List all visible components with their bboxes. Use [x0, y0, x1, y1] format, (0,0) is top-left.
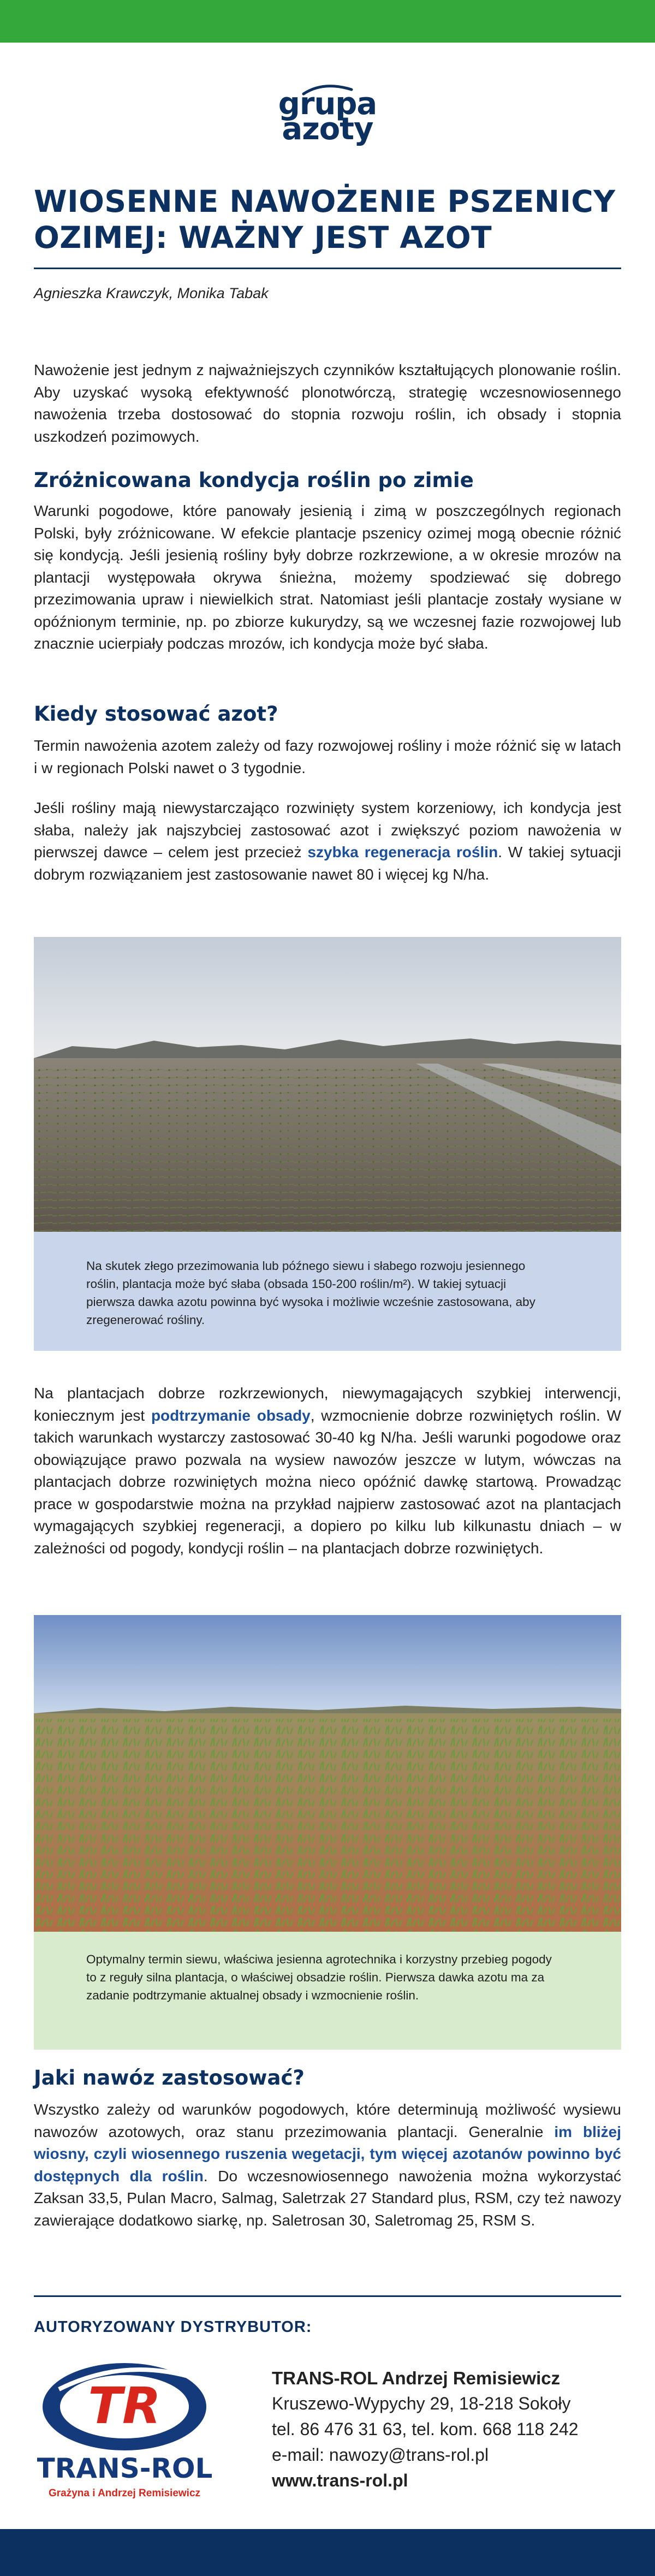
highlight-regeneration: szybka regeneracja roślin	[307, 844, 498, 860]
logo-subname: Grażyna i Andrzej Remisiewicz	[48, 2488, 201, 2499]
company-email[interactable]: e-mail: nawozy@trans-rol.pl	[272, 2445, 489, 2465]
grupa-azoty-logo	[262, 81, 393, 147]
top-green-bar	[0, 0, 655, 43]
bottom-navy-bar	[0, 2529, 655, 2576]
intro-paragraph: Nawożenie jest jednym z najważniejszych czynników kształtujących plonowanie roślin. Aby uzyskać wysoką efektywność plonotwórczą, strategię wczesnowiosennego nawożenia trzeba dostosować do stopnia rozwoju roślin, ich obsady i stopnia uszkodzeń pozimowych.	[34, 361, 621, 445]
field-photo-image	[34, 937, 621, 1232]
logo-swoosh-icon	[301, 84, 354, 96]
section3-paragraph: Wszystko zależy od warunków pogodowych, które determinują możliwość wysiewu nawozów azotowych, oraz stanu przezimowania plantacji. Generalnie im bliżej wiosny, czyli wiosennego ruszenia wegetacji, tym więcej azotanów powinno być dostępnych dla roślin. Do wczesnowiosennego nawożenia można wykorzystać Zaksan 33,5, Pulan Macro, Salmag, Saletrzak 27 Standard plus, RSM, czy też nawozy zawierające dodatkowo siarkę, np. Saletrosan 30, Saletromag 25, RSM S.	[34, 2101, 622, 2229]
title-divider	[34, 268, 621, 269]
section1-paragraph: Warunki pogodowe, które panowały jesienią i zimą w poszczególnych regionach Polski, były zróżnicowane. W efekcie plantacje pszenicy ozimej mogą obecnie różnić się kondycją. Jeśli jesienią rośliny były dobrze rozkrzewione, a w okresie mrozów na plantacji występowała okrywa śnieżna, możemy spodziewać się dobrego przezimowania upraw i niewielkich strat. Natomiast jeśli plantacje zostały wysiane w opóźnionym terminie, np. po zbiorze kukurydzy, są we wczesnej fazie rozwojowej lub znacznie ucierpiały podczas mrozów, ich kondycja może być słaba.	[34, 502, 621, 652]
section2-paragraph-3: Na plantacjach dobrze rozkrzewionych, niewymagających szybkiej interwencji, koniecznym jest podtrzymanie obsady, wzmocnienie dobrze rozwiniętych roślin. W takich warunkach wystarczy zastosować 30-40 kg N/ha. Jeśli warunki pogodowe oraz obowiązujące prawo pozwala na wysiew nawozów jeszcze w lutym, wówczas na plantacjach dobrze rozwiniętych można nieco opóźnić dawkę startową. Prowadząc prace w gospodarstwie można na przykład najpierw zastosować azot na plantacjach wymagających szybkiej regeneracji, a dopiero po kilku lub kilkunastu dniach – w zależności od pogody, kondycji roślin – na plantacjach dobrze rozwiniętych.	[34, 1385, 621, 1557]
logo-line-azoty: azoty	[282, 111, 373, 147]
trans-rol-emblem-icon	[37, 2357, 217, 2503]
photo-weak-plantation	[34, 937, 621, 1232]
logo-name: TRANS-ROL	[37, 2453, 213, 2484]
logo-initials: TR	[88, 2377, 161, 2435]
trans-rol-logo	[37, 2357, 217, 2503]
logo-line-grupa: grupa	[278, 86, 377, 122]
section-heading-when: Kiedy stosować azot?	[34, 702, 278, 726]
highlight-nitrates: im bliżej wiosny, czyli wiosennego ruszenia wegetacji, tym więcej azotanów powinno być dostępnych dla roślin	[34, 2123, 622, 2185]
company-address: Kruszewo-Wypychy 29, 18-218 Sokoły	[272, 2394, 571, 2413]
company-phones: tel. 86 476 31 63, tel. kom. 668 118 242	[272, 2419, 579, 2439]
section2-paragraph-2: Jeśli rośliny mają niewystarczająco rozwinięty system korzeniowy, ich kondycja jest słaba, należy jak najszybciej zastosować azot i zwiększyć poziom nawożenia w pierwszej dawce – celem jest przecież szybka regeneracja roślin. W takiej sytuacji dobrym rozwiązaniem jest zastosowanie nawet 80 i więcej kg N/ha.	[34, 799, 621, 883]
field-photo-image-2	[34, 1615, 621, 1932]
company-name: TRANS-ROL Andrzej Remisiewicz	[272, 2368, 561, 2388]
article-title	[34, 183, 623, 256]
distributor-contact	[272, 2365, 579, 2494]
photo-strong-plantation	[34, 1615, 621, 1932]
caption-strong-plantation: Optymalny termin siewu, właściwa jesienna agrotechnika i korzystny przebieg pogody to z reguły silna plantacja, o właściwej obsadzie roślin. Pierwsza dawka azotu ma za zadanie podtrzymanie aktualnej obsady i wzmocnienie roślin.	[34, 1932, 621, 2050]
section2-paragraph-1: Termin nawożenia azotem zależy od fazy rozwojowej rośliny i może różnić się w latach i w regionach Polski nawet o 3 tygodnie.	[34, 737, 621, 776]
title-line-1: WIOSENNE NAWOŻENIE PSZENICY	[34, 184, 616, 219]
section-heading-which-fertilizer: Jaki nawóz zastosować?	[34, 2066, 305, 2090]
authors: Agnieszka Krawczyk, Monika Tabak	[34, 285, 269, 301]
distributor-label: AUTORYZOWANY DYSTRYBUTOR:	[34, 2318, 312, 2336]
caption-weak-plantation: Na skutek złego przezimowania lub późnego siewu i słabego rozwoju jesiennego roślin, plantacja może być słaba (obsada 150-200 roślin/m²). W takiej sytuacji pierwsza dawka azotu powinna być wysoka i możliwie wcześnie zastosowana, aby zregenerować rośliny.	[34, 1232, 621, 1351]
footer-divider	[34, 2295, 621, 2297]
title-line-2: OZIMEJ: WAŻNY JEST AZOT	[34, 220, 492, 255]
section-heading-condition: Zróżnicowana kondycja roślin po zimie	[34, 468, 474, 492]
highlight-maintain-density: podtrzymanie obsady	[151, 1406, 311, 1424]
company-website[interactable]: www.trans-rol.pl	[272, 2471, 408, 2490]
